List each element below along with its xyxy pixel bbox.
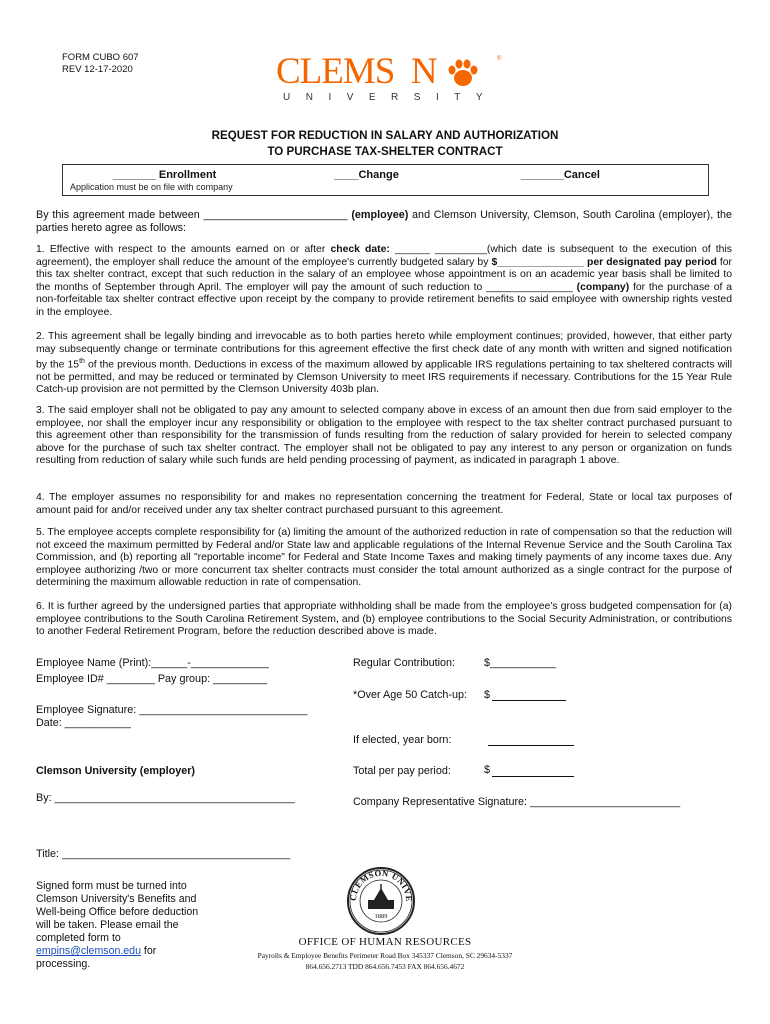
regular-contribution-field[interactable]: $___________ — [484, 657, 557, 669]
total-dollar: $ — [484, 764, 491, 776]
catchup-label: *Over Age 50 Catch-up: — [353, 689, 468, 701]
office-phones: 864.656.2713 TDD 864.656.7453 FAX 864.656.4672 — [305, 962, 465, 971]
logo-university: UNIVERSITY — [283, 92, 499, 103]
office-address: Payrolls & Employee Benefits Perimeter Road Box 345337 Clemson, SC 29634-5337 — [257, 951, 513, 960]
employee-signature-field[interactable]: Employee Signature: ____________________________ — [36, 704, 308, 716]
p2-text-a: 2. This agreement shall be legally binding and irrevocable as to both parties hereto while employment continues; provided, however, that either party may subsequently change or terminate contributions for this agreement effective the first check date of any month with written and signed notification by the 15 — [36, 331, 732, 371]
year-born-field[interactable] — [488, 745, 574, 746]
form-id — [62, 52, 139, 76]
intro-text-c: and Clemson University, Clemson, South Carolina (employer), the parties hereto agree as follows: — [36, 209, 732, 234]
submission-instructions — [36, 880, 206, 971]
university-seal — [346, 866, 416, 936]
form-code: FORM CUBO 607 — [62, 52, 139, 63]
catchup-field[interactable] — [492, 700, 566, 701]
by-signature-field[interactable]: By: ________________________________________ — [36, 792, 295, 804]
title-field[interactable]: Title: ______________________________________ — [36, 848, 291, 860]
employee-name-field[interactable]: Employee Name (Print):______-_____________ — [36, 657, 269, 669]
page-title-line2: TO PURCHASE TAX-SHELTER CONTRACT — [267, 145, 503, 158]
paragraph-4: 4. The employer assumes no responsibility for and makes no representation concerning the treatment for Federal, State or local tax purposes of amount paid for and/or received under any tax shelter contract purchased pursuant to this agreement. — [36, 492, 732, 516]
total-per-period-label: Total per pay period: — [353, 765, 451, 777]
logo-trademark: ® — [497, 56, 502, 62]
paragraph-3: 3. The said employer shall not be obligated to pay any amount to selected company above in excess of an amount then due from said employer to the employee, nor shall the employer incur any responsibility or obligation to the employee with respect to the tax shelter contract purchased pursuant to this agreement other than responsibility for the transmission of funds resulting from the reduction of salary provided for herein to selected company above for the purchase of such tax shelter contract. The employer shall not be obligated to pay any interest to any person or organization on funds resulting from reduction of salary while such funds are held pending processing of payment, as indicated in paragraph 1 above. — [36, 405, 732, 466]
paragraph-6: 6. It is further agreed by the undersigned parties that appropriate withholding shall be made from the employee's gross budgeted compensation for (a) employee contributions to the South Carolina Retirement System, and (b) employee contributions to the Social Security Administration, or contributions to another Federal Retirement Program, before the reduction described above is made. — [36, 601, 732, 637]
seal-text: CLEMSON UNIVE — [347, 867, 415, 903]
catchup-dollar: $ — [484, 689, 491, 701]
request-type-box — [62, 164, 709, 196]
company-label: (company) — [576, 281, 630, 293]
employee-label: (employee) — [351, 209, 409, 221]
intro-text-a: By this agreement made between ________________________ — [36, 209, 352, 221]
instructions-text: Signed form must be turned into Clemson University's Benefits and Well-being Office before deduction will be taken. Please email the completed form to — [36, 880, 199, 944]
p1-text-e: for this tax shelter contract, except that such reduction in the salary of an employee whose appointment is on an academic year basis shall be limited to the months of September through April. The employer will pay the amount of such reduction to _______________ — [36, 256, 733, 293]
logo-wordmark: CLEMS N — [276, 51, 437, 92]
p1-text-a: 1. Effective with respect to the amounts earned on or after — [36, 244, 331, 255]
intro-paragraph — [36, 209, 732, 235]
p2-text-b: of the previous month. Deductions in excess of the maximum allowed by applicable IRS regulations pertaining to tax sheltered contracts will not be permitted, and may be reduced or terminated by Clemson University to meet IRS requirements if necessary. Contributions for the 15 Year Rule Catch-up provision are not permitted by the Clemson University 403b plan. — [36, 359, 733, 396]
seal-icon — [346, 866, 416, 936]
check-date-label: check date: — [330, 244, 390, 255]
company-rep-signature-field[interactable]: Company Representative Signature: _________________________ — [353, 796, 681, 808]
regular-contribution-label: Regular Contribution: — [353, 657, 456, 669]
email-link[interactable]: empins@clemson.edu — [36, 945, 141, 957]
total-per-period-field[interactable] — [492, 776, 574, 777]
change-option[interactable]: ____Change — [334, 169, 399, 181]
tiger-paw-icon — [446, 58, 480, 88]
p1-text-g: for the purchase of a non-forfeitable tax shelter contract effective upon receipt by the company to provide retirement benefits to said employee with ownership rights vested in the employee. — [36, 281, 732, 318]
clemson-logo — [276, 52, 506, 108]
date-field[interactable]: Date: ___________ — [36, 717, 131, 729]
form-revision: REV 12-17-2020 — [62, 64, 133, 75]
employee-id-field[interactable]: Employee ID# ________ Pay group: _________ — [36, 673, 268, 685]
enrollment-option[interactable]: _______ Enrollment — [113, 169, 217, 181]
employer-label: Clemson University (employer) — [36, 765, 196, 777]
paragraph-1 — [36, 244, 732, 319]
instructions-text-end: for processing. — [36, 945, 157, 970]
page-title-line1: REQUEST FOR REDUCTION IN SALARY AND AUTHORIZATION — [211, 129, 559, 142]
paragraph-2 — [36, 331, 732, 397]
enrollment-note: Application must be on file with company — [70, 182, 233, 192]
cancel-option[interactable]: _______Cancel — [521, 169, 600, 181]
amount-per-period-label: $_______________ per designated pay period — [491, 256, 717, 268]
office-name: OFFICE OF HUMAN RESOURCES — [298, 936, 472, 948]
p2-superscript: th — [79, 358, 85, 365]
p1-text-c: ______ _________(which date is subsequent to the execution of this agreement), the employer shall reduce the amount of the employee's currently budgeted salary by — [36, 244, 732, 268]
paragraph-5: 5. The employee accepts complete responsibility for (a) limiting the amount of the authorized reduction in rate of compensation so that the reduction will not exceed the maximum permitted by Federal and/or State law and applicable regulations of the Internal Revenue Service and the South Carolina Tax Commission, and (b) reporting all "reportable income" for Federal and State Income Taxes and making timely payments of any income taxes due. Any employee authorizing /two or more concurrent tax shelter contracts must consider the total amount authorized as a single contract for the purpose of determining the maximum allowable reduction in rate of compensation. — [36, 527, 732, 588]
seal-year: 1889 — [374, 913, 388, 920]
year-born-label: If elected, year born: — [353, 734, 452, 746]
